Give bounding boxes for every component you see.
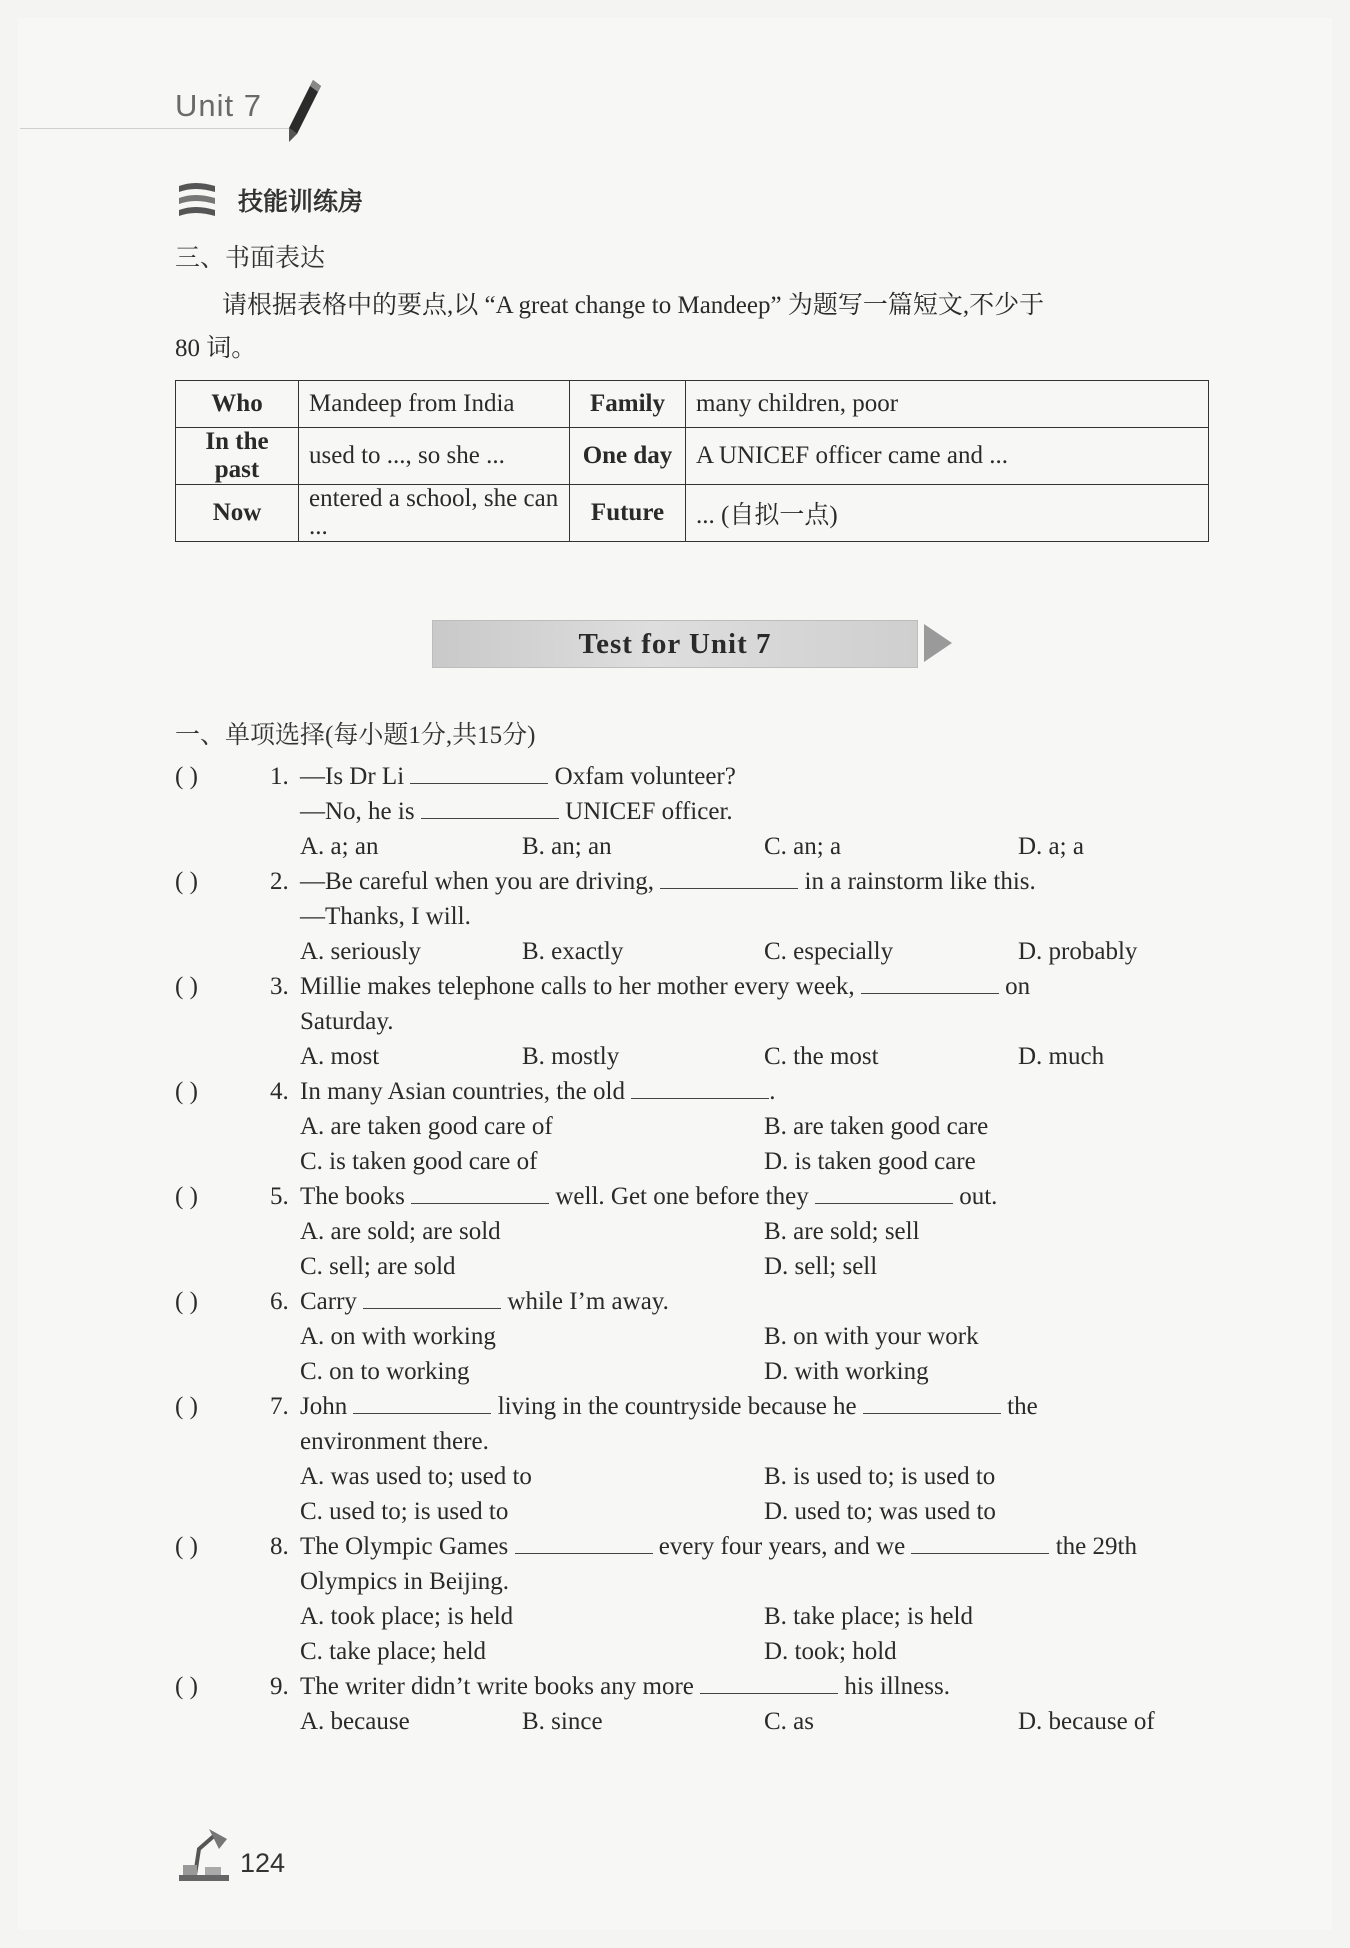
question-stem: The writer didn’t write books any more his illness.	[300, 1673, 950, 1700]
pen-icon	[283, 78, 323, 144]
answer-paren[interactable]: ( )	[175, 868, 198, 895]
question-stem: Millie makes telephone calls to her mother every week, on	[300, 973, 1031, 1000]
question-number: 3.	[270, 973, 289, 1000]
option-d: D. sell; sell	[764, 1253, 878, 1280]
option-a: A. most	[300, 1043, 380, 1070]
question-stem: John living in the countryside because he the	[300, 1393, 1038, 1420]
option-d: D. used to; was used to	[764, 1498, 996, 1525]
question-number: 5.	[270, 1183, 289, 1210]
option-b: B. take place; is held	[764, 1603, 973, 1630]
option-c: C. sell; are sold	[300, 1253, 456, 1280]
test-banner: Test for Unit 7	[432, 620, 918, 668]
option-d: D. probably	[1018, 938, 1138, 965]
option-c: C. used to; is used to	[300, 1498, 509, 1525]
answer-blank[interactable]	[660, 868, 798, 889]
option-d: D. with working	[764, 1358, 929, 1385]
option-a: A. seriously	[300, 938, 421, 965]
option-d: D. took; hold	[764, 1638, 897, 1665]
header-rule	[20, 128, 290, 129]
table-row	[176, 381, 1209, 428]
option-b: B. are sold; sell	[764, 1218, 920, 1245]
mc-heading: 一、单项选择(每小题1分,共15分)	[175, 722, 536, 749]
option-b: B. since	[522, 1708, 603, 1735]
answer-blank[interactable]	[411, 1183, 549, 1204]
answer-blank[interactable]	[861, 973, 999, 994]
writing-instruction: 请根据表格中的要点,以 “A great change to Mandeep” 为题写一篇短文,不少于	[222, 292, 1045, 319]
desk-lamp-icon	[175, 1825, 233, 1883]
table-key: Future	[570, 485, 686, 542]
table-value: A UNICEF officer came and ...	[686, 428, 1209, 485]
answer-blank[interactable]	[815, 1183, 953, 1204]
answer-blank[interactable]	[911, 1533, 1049, 1554]
answer-paren[interactable]: ( )	[175, 1078, 198, 1105]
answer-paren[interactable]: ( )	[175, 1183, 198, 1210]
question-stem: —Be careful when you are driving, in a rainstorm like this.	[300, 868, 1036, 895]
answer-paren[interactable]: ( )	[175, 1533, 198, 1560]
section-heading: 三、书面表达	[175, 245, 326, 272]
option-a: A. a; an	[300, 833, 379, 860]
option-b: B. on with your work	[764, 1323, 979, 1350]
option-c: C. especially	[764, 938, 894, 965]
question-stem: In many Asian countries, the old .	[300, 1078, 776, 1105]
table-value: ... (自拟一点)	[686, 485, 1209, 542]
option-c: C. on to working	[300, 1358, 470, 1385]
option-c: C. as	[764, 1708, 814, 1735]
option-c: C. the most	[764, 1043, 879, 1070]
option-a: A. was used to; used to	[300, 1463, 532, 1490]
option-c: C. is taken good care of	[300, 1148, 538, 1175]
question-number: 8.	[270, 1533, 289, 1560]
answer-paren[interactable]: ( )	[175, 973, 198, 1000]
question-stem: —Thanks, I will.	[300, 903, 471, 930]
option-a: A. are taken good care of	[300, 1113, 553, 1140]
unit-title: Unit 7	[175, 88, 262, 123]
question-stem: —No, he is UNICEF officer.	[300, 798, 733, 825]
option-b: B. are taken good care	[764, 1113, 989, 1140]
answer-blank[interactable]	[363, 1288, 501, 1309]
option-b: B. mostly	[522, 1043, 620, 1070]
option-d: D. is taken good care	[764, 1148, 976, 1175]
answer-blank[interactable]	[863, 1393, 1001, 1414]
table-row	[176, 428, 1209, 485]
question-stem: The Olympic Games every four years, and we the 29th	[300, 1533, 1137, 1560]
option-a: A. are sold; are sold	[300, 1218, 501, 1245]
table-row	[176, 485, 1209, 542]
question-number: 6.	[270, 1288, 289, 1315]
table-key: In the past	[176, 428, 299, 485]
option-a: A. took place; is held	[300, 1603, 514, 1630]
answer-blank[interactable]	[410, 763, 548, 784]
question-stem: Saturday.	[300, 1008, 394, 1035]
writing-instruction-cont: 80 词。	[175, 335, 257, 362]
option-d: D. a; a	[1018, 833, 1084, 860]
book-stack-icon	[175, 180, 219, 220]
option-a: A. because	[300, 1708, 410, 1735]
question-number: 9.	[270, 1673, 289, 1700]
skill-title: 技能训练房	[238, 189, 364, 216]
option-b: B. is used to; is used to	[764, 1463, 996, 1490]
question-number: 2.	[270, 868, 289, 895]
option-b: B. exactly	[522, 938, 624, 965]
question-number: 4.	[270, 1078, 289, 1105]
table-value: entered a school, she can ...	[299, 485, 570, 542]
table-key: Who	[176, 381, 299, 428]
page-number: 124	[240, 1848, 286, 1878]
question-stem: —Is Dr Li Oxfam volunteer?	[300, 763, 736, 790]
question-stem: The books well. Get one before they out.	[300, 1183, 998, 1210]
answer-paren[interactable]: ( )	[175, 1288, 198, 1315]
option-c: C. take place; held	[300, 1638, 487, 1665]
question-number: 1.	[270, 763, 289, 790]
arrow-right-icon	[922, 620, 954, 666]
question-stem: Carry while I’m away.	[300, 1288, 669, 1315]
option-d: D. because of	[1018, 1708, 1155, 1735]
question-stem: environment there.	[300, 1428, 489, 1455]
option-d: D. much	[1018, 1043, 1105, 1070]
table-value: many children, poor	[686, 381, 1209, 428]
answer-paren[interactable]: ( )	[175, 1393, 198, 1420]
option-b: B. an; an	[522, 833, 612, 860]
answer-paren[interactable]: ( )	[175, 1673, 198, 1700]
outline-table	[175, 380, 1209, 542]
table-key: Family	[570, 381, 686, 428]
answer-blank[interactable]	[631, 1078, 769, 1099]
answer-blank[interactable]	[700, 1673, 838, 1694]
answer-blank[interactable]	[353, 1393, 491, 1414]
option-a: A. on with working	[300, 1323, 496, 1350]
answer-blank[interactable]	[421, 798, 559, 819]
table-key: Now	[176, 485, 299, 542]
answer-blank[interactable]	[515, 1533, 653, 1554]
table-value: used to ..., so she ...	[299, 428, 570, 485]
question-stem: Olympics in Beijing.	[300, 1568, 510, 1595]
question-number: 7.	[270, 1393, 289, 1420]
option-c: C. an; a	[764, 833, 842, 860]
table-key: One day	[570, 428, 686, 485]
table-value: Mandeep from India	[299, 381, 570, 428]
answer-paren[interactable]: ( )	[175, 763, 198, 790]
